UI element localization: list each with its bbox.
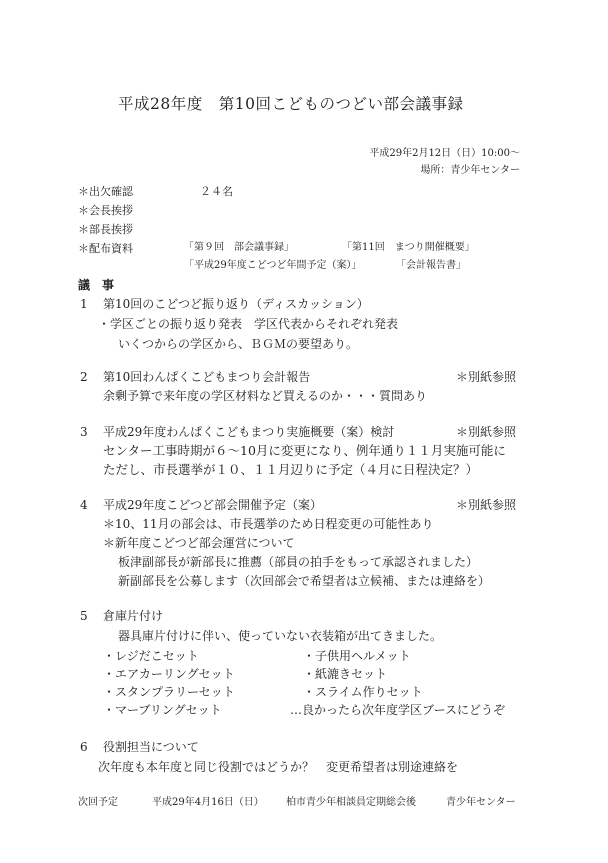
materials-label: ＊配布資料 [78,242,133,255]
storage-item: ・レジだこセット [103,649,199,663]
agenda-item-line: ＊10、11月の部会は、市長選挙のため日程変更の可能性あり [103,517,434,531]
storage-item: ・スライム作りセット [303,685,423,699]
material-item: 「第11回 まつり開催概要」 [342,242,475,253]
storage-item: ・紙漉きセット [303,667,388,681]
agenda-item-title: 平成29年度こどつど部会開催予定（案） [103,498,323,512]
chair-greeting: ＊会長挨拶 [78,204,133,217]
agenda-item-line: センター工事時期が６～10月に変更になり、例年通り１１月実施可能に [103,443,506,458]
storage-item: ・エアカーリングセット [103,667,235,681]
next-meeting-place: 青少年センター [446,797,516,808]
next-meeting-date: 平成29年4月16日（日） [152,797,264,808]
agenda-item-line: ・学区ごとの振り返り発表 学区代表からそれぞれ発表 [98,317,399,331]
storage-item: ・子供用ヘルメット [303,649,411,663]
storage-item: ・マーブリングセット [103,703,222,717]
agenda-item-number: 2 [80,370,88,384]
agenda-item-intro: 器具庫片付けに伴い、使っていない衣装箱が出てきました。 [118,629,443,643]
agenda-heading: 議 事 [78,278,115,292]
storage-item: ・スタンプラリーセット [103,685,235,699]
agenda-item-title: 平成29年度わんぱくこどもまつり実施概要（案）検討 [103,425,395,439]
next-meeting-event: 柏市青少年相談員定期総会後 [286,797,416,808]
agenda-item-number: 5 [80,609,88,623]
reference-note: ＊別紙参照 [456,498,517,512]
attendance-value: ２４名 [200,185,233,198]
agenda-item-title: 第10回わんぱくこどもまつり会計報告 [103,370,311,384]
agenda-item-number: 4 [80,498,88,512]
document-title: 平成28年度 第10回こどものつどい部会議事録 [118,95,464,113]
agenda-item-line: いくつからの学区から、ＢＧＭの要望あり。 [118,337,359,351]
storage-note: …良かったら次年度学区ブースにどうぞ [290,703,506,717]
agenda-item-line: 板津副部長が新部長に推薦（部員の拍手をもって承認されました） [118,555,479,569]
reference-note: ＊別紙参照 [456,425,517,439]
agenda-item-line: 次年度も本年度と同じ役割ではどうか？ 変更希望者は別途連絡を [98,760,459,774]
agenda-item-number: 6 [80,740,88,754]
agenda-item-line: 新副部長を公募します（次回部会で希望者は立候補、または連絡を） [118,574,491,588]
attendance-label: ＊出欠確認 [78,185,133,198]
agenda-item-title: 第10回のこどつど振り返り（ディスカッション） [103,297,369,311]
agenda-item-number: 1 [80,297,88,311]
agenda-item-line: ＊新年度こどつど部会運営について [103,536,295,550]
material-item: 「会計報告書」 [396,260,466,271]
agenda-item-title: 倉庫片付け [103,609,164,623]
agenda-item-line: 余剰予算で来年度の学区材料など買えるのか・・・質問あり [103,389,428,403]
head-greeting: ＊部長挨拶 [78,223,133,236]
agenda-item-number: 3 [80,425,88,439]
agenda-item-line: ただし、市長選挙が１０、１１月辺りに予定（４月に日程決定？） [103,462,479,477]
meeting-datetime: 平成29年2月12日（日）10:00～ [369,148,520,159]
material-item: 「第９回 部会議事録」 [184,242,294,253]
meeting-place: 場所：青少年センター [420,165,520,176]
agenda-item-title: 役割担当について [103,740,199,754]
next-meeting-label: 次回予定 [78,797,118,808]
material-item: 「平成29年度こどつど年間予定（案）」 [184,260,362,271]
reference-note: ＊別紙参照 [456,370,517,384]
